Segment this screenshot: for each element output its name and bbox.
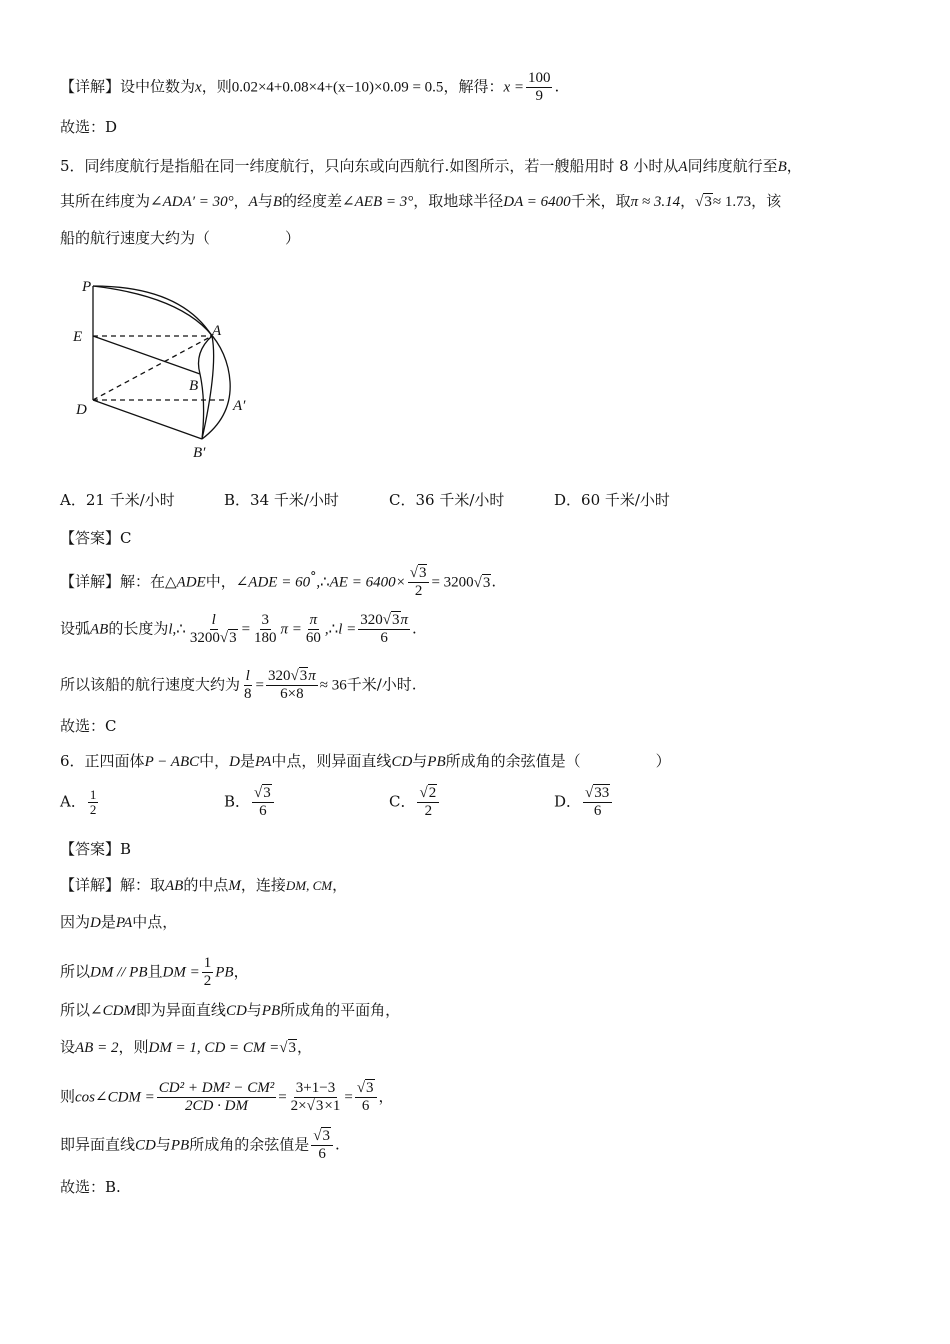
median-equation: 0.02×4+0.08×4+(x−10)×0.09 = 0.5 xyxy=(231,79,444,96)
q6-number: 6． xyxy=(60,752,85,770)
sqrt: √3 xyxy=(695,194,712,210)
prev-detail-line: 【详解】设中位数为x，则0.02×4+0.08×4+(x−10)×0.09 = 0.5，解得：x = $\frac{100}{9}$ . xyxy=(60,70,560,104)
label-P: P xyxy=(82,279,92,295)
q5-solution-line1: 【详解】解：在△ADE中，∠ADE = 60°,∴AE = 6400× $\frac{√3}{2}$ = 3200√3. xyxy=(60,565,497,599)
q5-number: 5． xyxy=(60,157,85,175)
q6-choice: 故选：B. xyxy=(60,1178,121,1196)
fraction: $\frac{√3}{6}$ xyxy=(252,785,274,820)
q6-solution-line4: 所以∠CDM即为异面直线CD与PB所成角的平面角， xyxy=(60,1001,401,1019)
q5-stem-line1: 5．同纬度航行是指船在同一纬度航行，只向东或向西航行.如图所示，若一艘船用时 8 小时从A同纬度航行至B， xyxy=(60,157,802,175)
fraction: $\frac{√3}{2}$ xyxy=(408,565,430,600)
line-EB xyxy=(93,336,200,374)
q5-solution-line3: 所以该船的航行速度大约为 $\frac{l}{8}$ = $\frac{320√3\pi}{6\times 8}$ ≈ 36千米/小时. xyxy=(60,668,417,702)
q6-solution-line1: 【详解】解：取AB的中点M，连接DM, CM， xyxy=(60,876,348,894)
label-Bp: B′ xyxy=(193,445,206,461)
fraction: $\frac{l}{8}$ xyxy=(244,668,252,702)
q5-option-d[interactable]: D．60 千米/小时 xyxy=(554,491,670,509)
q5-stem-line3: 船的航行速度大约为（ ） xyxy=(60,229,301,247)
label-D: D xyxy=(76,402,87,418)
meridian-arc-AB xyxy=(199,336,213,374)
q5-option-b[interactable]: B．34 千米/小时 xyxy=(224,491,339,509)
q5-solution-line2: 设弧AB的长度为l,∴ $\frac{l}{3200√3}$ = $\frac{3}{180}$ π = $\frac{\pi}{60}$ ,∴l = $\frac{320√3\pi}{6}$ . xyxy=(60,612,417,646)
label-A: A xyxy=(212,323,222,339)
q5-option-c[interactable]: C．36 千米/小时 xyxy=(389,491,505,509)
fraction: $\frac{100}{9}$ xyxy=(527,70,551,104)
fraction: $\frac{√3}{6}$ xyxy=(355,1080,377,1115)
fraction: $\frac{1}{2}$ xyxy=(203,955,212,989)
q6-option-b[interactable]: B． $\frac{√3}{6}$ xyxy=(224,785,276,820)
q6-answer: 【答案】B xyxy=(60,840,132,858)
q6-option-a[interactable]: A． $\frac{1}{2}$ xyxy=(60,787,97,817)
meridian-arc-PA xyxy=(93,286,212,336)
q5-answer: 【答案】C xyxy=(60,529,132,547)
q6-solution-line2: 因为D是PA中点， xyxy=(60,913,178,931)
fraction: $\frac{\pi}{60}$ xyxy=(305,612,321,646)
label-E: E xyxy=(73,329,83,345)
outer-arc-PAp xyxy=(93,286,230,439)
q6-solution-line3: 所以DM // PB且DM = $\frac{1}{2}$ PB， xyxy=(60,955,249,989)
fraction: $\frac{1}{2}$ xyxy=(89,787,97,817)
q6-solution-line7: 即异面直线CD与PB所成角的余弦值是 $\frac{√3}{6}$ . xyxy=(60,1128,340,1162)
fraction: $\frac{√33}{6}$ xyxy=(583,785,612,820)
fraction: $\frac{√2}{2}$ xyxy=(417,785,439,820)
q6-solution-line5: 设AB = 2，则DM = 1, CD = CM =√3， xyxy=(60,1038,313,1056)
q6-option-d[interactable]: D． $\frac{√33}{6}$ xyxy=(554,785,614,820)
q6-stem: 6．正四面体P − ABC中，D是PA中点，则异面直线CD与PB所成角的余弦值是（ ） xyxy=(60,752,671,770)
detail-label: 【详解】 xyxy=(60,77,121,96)
sphere-figure xyxy=(70,272,270,468)
fraction: $\frac{l}{3200√3}$ xyxy=(189,612,237,646)
fraction: $\frac{3+1-3}{2\times√3\times 1}$ xyxy=(290,1080,341,1114)
label-B: B xyxy=(189,378,199,394)
fraction: $\frac{√3}{6}$ xyxy=(311,1128,333,1163)
fraction: $\frac{\text{CD² + DM² − CM²}}{2CD \cdot DM}$ xyxy=(158,1080,275,1114)
fraction: $\frac{320√3\pi}{6}$ xyxy=(360,612,409,646)
fraction: $\frac{3}{180}$ xyxy=(254,612,277,646)
prev-choice: 故选：D xyxy=(60,118,118,136)
q5-option-a[interactable]: A．21 千米/小时 xyxy=(60,491,175,509)
arc-B-down xyxy=(200,374,204,439)
label-Ap: A′ xyxy=(233,398,246,414)
q5-stem-line2: 其所在纬度为∠ADA′ = 30°，A与B的经度差∠AEB = 3°，取地球半径DA = 6400千米，取π ≈ 3.14，√3≈ 1.73，该 xyxy=(60,190,781,213)
fraction: $\frac{320√3\pi}{6\times 8}$ xyxy=(267,668,316,702)
q5-choice: 故选：C xyxy=(60,717,117,735)
line-DBp xyxy=(93,400,202,439)
q6-option-c[interactable]: C． $\frac{√2}{2}$ xyxy=(389,785,441,820)
q6-solution-line6: 则cos∠CDM = $\frac{\text{CD² + DM² − CM²}}{2CD \cdot DM}$ = $\frac{3+1-3}{2\times√3\times 1}$ = $\frac{√3}{6}$ ， xyxy=(60,1080,394,1114)
